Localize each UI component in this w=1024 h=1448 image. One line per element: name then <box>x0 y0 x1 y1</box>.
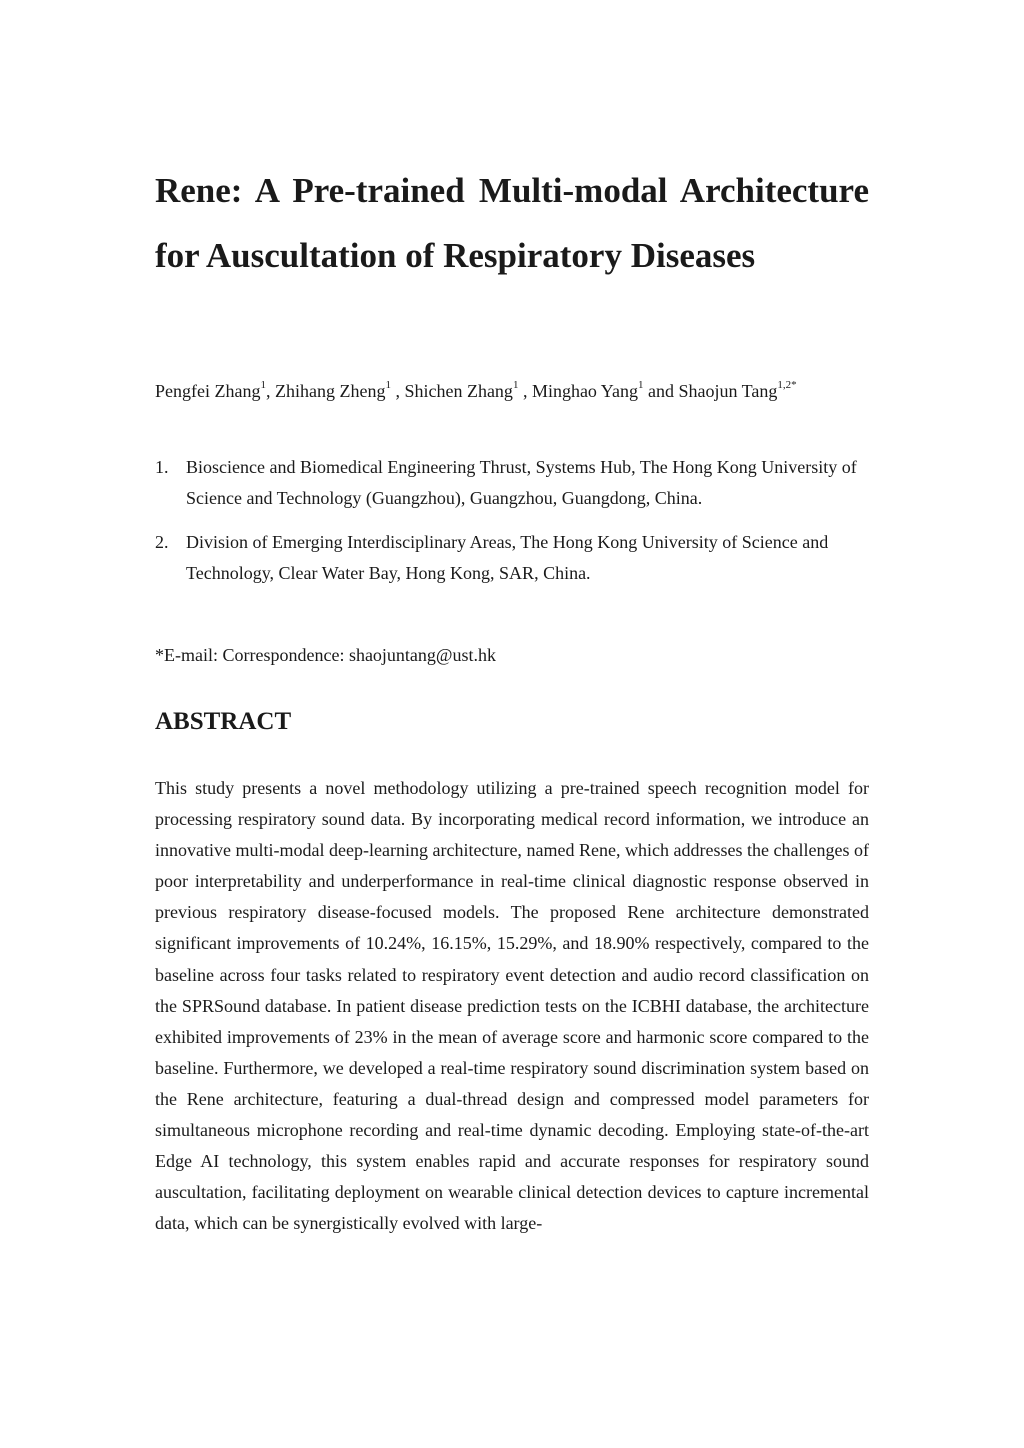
author-name: Shichen Zhang <box>404 381 513 401</box>
author-separator: , <box>265 381 275 401</box>
correspondence-email: *E-mail: Correspondence: shaojuntang@ust.hk <box>155 645 497 665</box>
paper-title: Rene: A Pre-trained Multi-modal Architecture for Auscultation of Respiratory Diseases <box>155 171 869 275</box>
affiliation-item <box>155 527 869 589</box>
author-name: Shaojun Tang <box>678 381 778 401</box>
abstract-heading: ABSTRACT <box>155 708 292 735</box>
affiliation-text: Bioscience and Biomedical Engineering Thrust, Systems Hub, The Hong Kong University of Science and Technology (Guangzhou), Guangzhou, Guangdong, China. <box>186 457 857 508</box>
author-affiliation-mark: 1 <box>512 379 519 391</box>
author-affiliation-mark: 1 <box>637 379 644 391</box>
author-separator: and <box>643 381 679 401</box>
author-name: Minghao Yang <box>531 381 638 401</box>
author-name: Zhihang Zheng <box>274 381 386 401</box>
author-affiliation-mark: 1,2* <box>777 379 797 391</box>
affiliation-number: 2. <box>155 532 169 552</box>
author-separator: , <box>390 381 405 401</box>
author-name: Pengfei Zhang <box>155 381 261 401</box>
affiliation-text: Division of Emerging Interdisciplinary Areas, The Hong Kong University of Science and Technology, Clear Water Bay, Hong Kong, SAR, China. <box>186 532 829 583</box>
author-affiliation-mark: 1 <box>260 379 266 391</box>
affiliation-number: 1. <box>155 457 169 477</box>
author-affiliation-mark: 1 <box>385 379 391 391</box>
abstract-body: This study presents a novel methodology utilizing a pre-trained speech recognition model for processing respiratory sound data. By incorporating medical record information, we introduce an innovative multi-modal deep-learning architecture, named Rene, which addresses the challenges of poor interpretability and underperformance in real-time clinical diagnostic response observed in previous respiratory disease-focused models. The proposed Rene architecture demonstrated significant improvements of 10.24%, 16.15%, 15.29%, and 18.90% respectively, compared to the baseline across four tasks related to respiratory event detection and audio record classification on the SPRSound database. In patient disease prediction tests on the ICBHI database, the architecture exhibited improvements of 23% in the mean of average score and harmonic score compared to the baseline. Furthermore, we developed a real-time respiratory sound discrimination system based on the Rene architecture, featuring a dual-thread design and compressed model parameters for simultaneous microphone recording and real-time dynamic decoding. Employing state-of-the-art Edge AI technology, this system enables rapid and accurate responses for respiratory sound auscultation, facilitating deployment on wearable clinical detection devices to capture incremental data, which can be synergistically evolved with large- <box>155 778 869 1234</box>
affiliation-list <box>155 452 869 602</box>
author-separator: , <box>518 381 532 401</box>
author-list <box>155 376 869 407</box>
affiliation-item <box>155 452 869 514</box>
paper-page <box>155 0 869 1448</box>
